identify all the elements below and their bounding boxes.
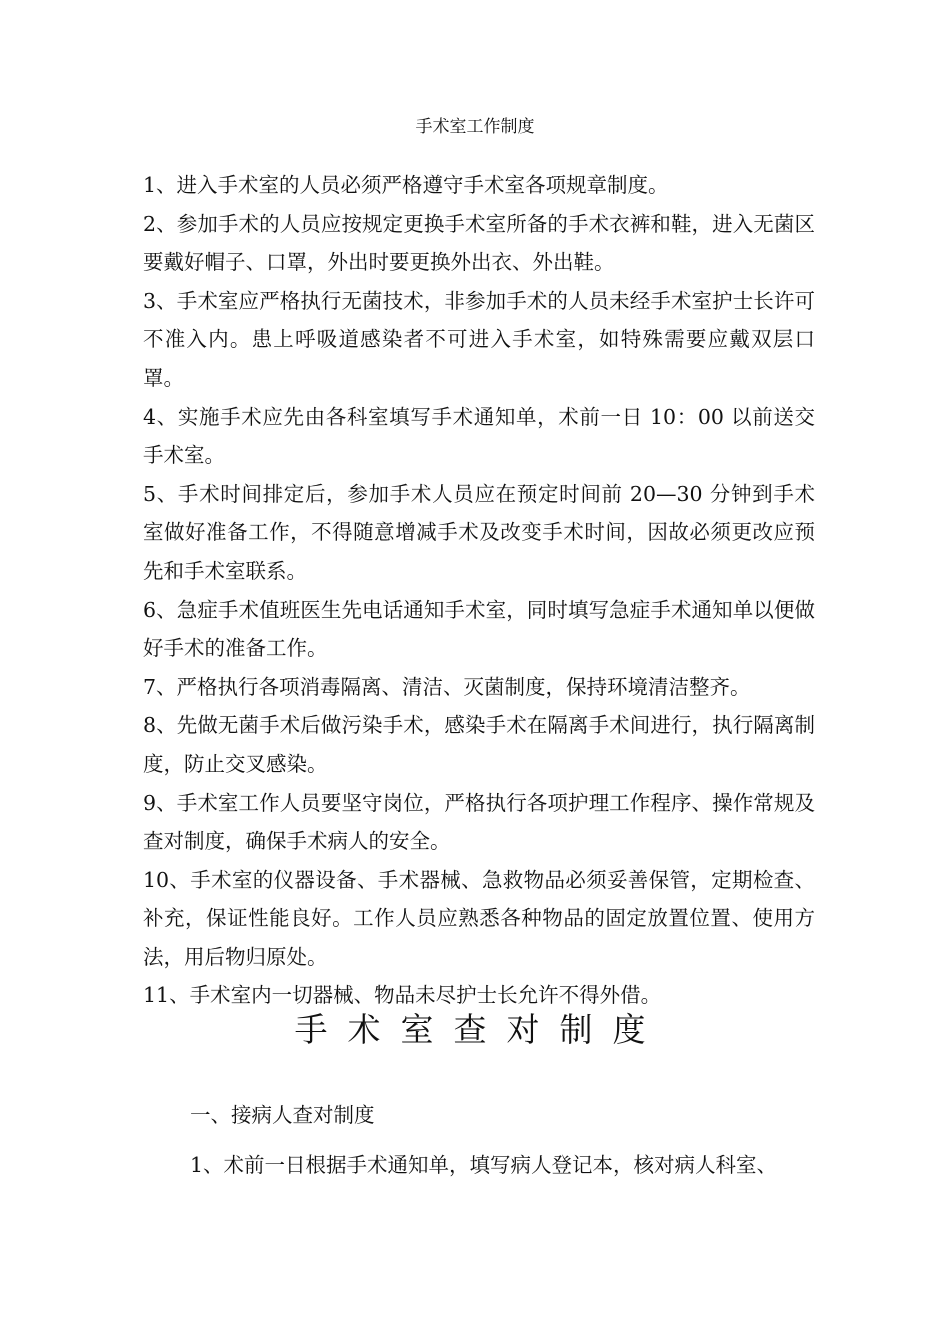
section-subheading: 一、接病人查对制度 [190, 1103, 375, 1127]
rule-item: 2、参加手术的人员应按规定更换手术室所备的手术衣裤和鞋，进入无菌区要戴好帽子、口罩，外出时要更换外出衣、外出鞋。 [143, 211, 815, 275]
rule-item: 10、手术室的仪器设备、手术器械、急救物品必须妥善保管，定期检查、补充，保证性能良好。工作人员应熟悉各种物品的固定放置位置、使用方法，用后物归原处。 [143, 867, 815, 969]
rules-list [143, 166, 815, 1015]
section-item: 1、术前一日根据手术通知单，填写病人登记本，核对病人科室、 [190, 1153, 778, 1177]
rule-item: 7、严格执行各项消毒隔离、清洁、灭菌制度，保持环境清洁整齐。 [143, 674, 751, 699]
rule-item: 6、急症手术值班医生先电话通知手术室，同时填写急症手术通知单以便做好手术的准备工作。 [143, 597, 815, 661]
rule-item: 5、手术时间排定后，参加手术人员应在预定时间前 20—30 分钟到手术室做好准备工作，不得随意增减手术及改变手术时间，因故必须更改应预先和手术室联系。 [143, 481, 815, 583]
rule-item: 8、先做无菌手术后做污染手术，感染手术在隔离手术间进行，执行隔离制度，防止交叉感染。 [143, 713, 815, 776]
document-title: 手术室工作制度 [415, 117, 535, 137]
rule-item: 1、进入手术室的人员必须严格遵守手术室各项规章制度。 [143, 173, 669, 197]
rule-item: 9、手术室工作人员要坚守岗位，严格执行各项护理工作程序、操作常规及查对制度，确保手术病人的安全。 [143, 790, 815, 854]
section-title: 手术室查对制度 [294, 1010, 666, 1049]
rule-item: 11、手术室内一切器械、物品未尽护士长允许不得外借。 [143, 983, 662, 1008]
rule-item: 4、实施手术应先由各科室填写手术通知单，术前一日 10：00 以前送交手术室。 [143, 404, 815, 468]
rule-item: 3、手术室应严格执行无菌技术，非参加手术的人员未经手术室护士长许可不准入内。患上呼吸道感染者不可进入手术室，如特殊需要应戴双层口罩。 [143, 288, 815, 390]
